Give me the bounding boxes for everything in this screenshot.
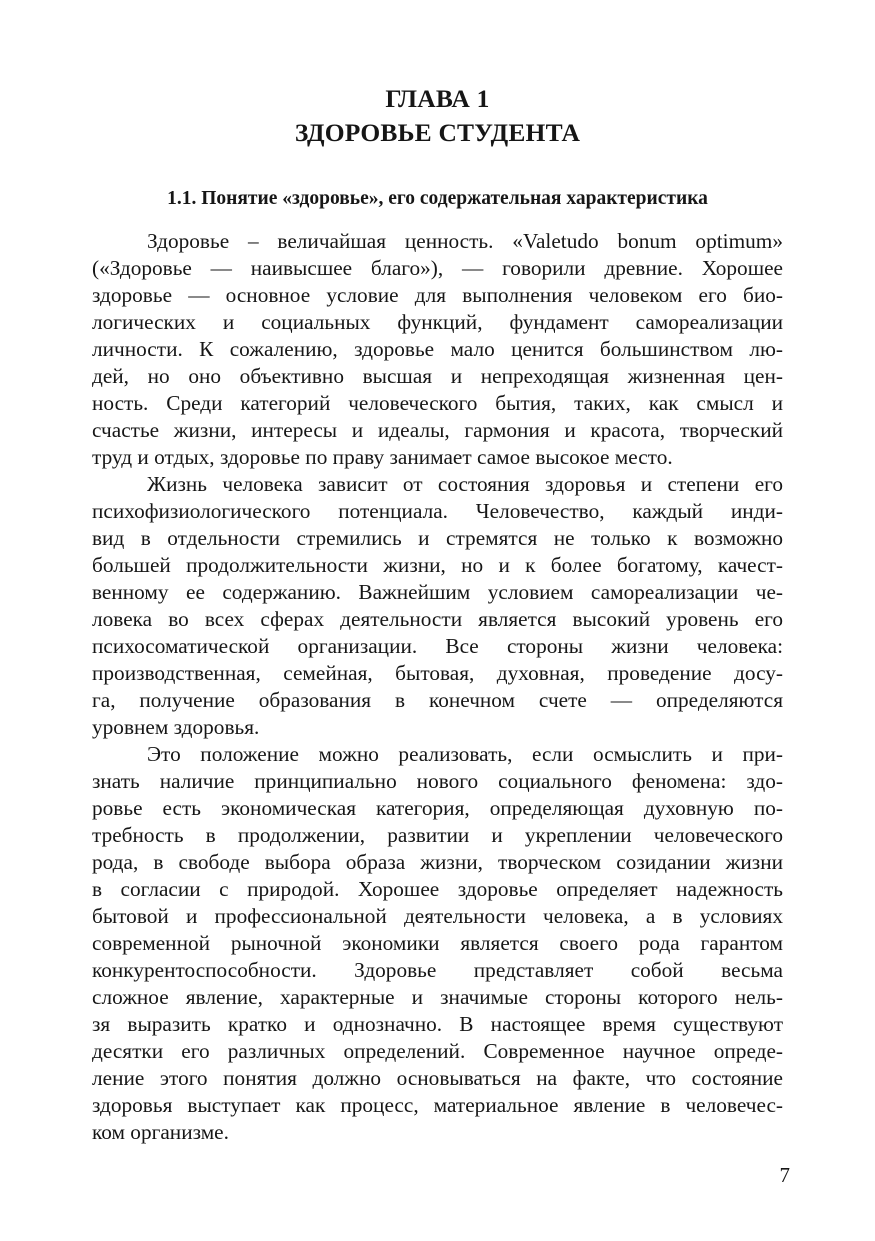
text-line: счастье жизни, интересы и идеалы, гармония и красота, творческий	[92, 418, 783, 442]
paragraph	[92, 228, 783, 471]
body-text	[92, 228, 783, 1146]
text-line: требность в продолжении, развитии и укреплении человеческого	[92, 823, 783, 847]
text-line: ность. Среди категорий человеческого бытия, таких, как смысл и	[92, 391, 783, 415]
text-line: бытовой и профессиональной деятельности человека, а в условиях	[92, 904, 783, 928]
text-line: Здоровье – величайшая ценность. «Valetudo bonum optimum»	[147, 229, 783, 253]
text-line: здоровья выступает как процесс, материальное явление в человечес-	[92, 1093, 783, 1117]
section-title: 1.1. Понятие «здоровье», его содержательная характеристика	[167, 188, 708, 209]
text-line: сложное явление, характерные и значимые стороны которого нель-	[92, 985, 783, 1009]
chapter-title: ЗДОРОВЬЕ СТУДЕНТА	[294, 118, 581, 147]
chapter-heading	[92, 82, 783, 150]
text-line: ком организме.	[92, 1120, 229, 1144]
paragraph	[92, 471, 783, 741]
text-line: логических и социальных функций, фундамент самореализации	[92, 310, 783, 334]
text-line: десятки его различных определений. Современное научное опреде-	[92, 1039, 783, 1063]
text-line: дей, но оно объективно высшая и непреходящая жизненная цен-	[92, 364, 783, 388]
text-line: вид в отдельности стремились и стремятся не только к возможно	[92, 526, 783, 550]
text-line: здоровье — основное условие для выполнения человеком его био-	[92, 283, 783, 307]
text-line: конкурентоспособности. Здоровье представляет собой весьма	[92, 958, 783, 982]
text-line: венному ее содержанию. Важнейшим условием самореализации че-	[92, 580, 783, 604]
text-line: га, получение образования в конечном счете — определяются	[92, 688, 783, 712]
text-line: Жизнь человека зависит от состояния здоровья и степени его	[147, 472, 783, 496]
page-number: 7	[779, 1163, 790, 1187]
text-line: уровнем здоровья.	[92, 715, 260, 739]
text-line: рода, в свободе выбора образа жизни, творческом созидании жизни	[92, 850, 783, 874]
chapter-label: ГЛАВА 1	[385, 84, 490, 113]
text-line: современной рыночной экономики является своего рода гарантом	[92, 931, 783, 955]
text-line: в согласии с природой. Хорошее здоровье определяет надежность	[92, 877, 783, 901]
text-line: ловека во всех сферах деятельности является высокий уровень его	[92, 607, 783, 631]
text-line: знать наличие принципиально нового социального феномена: здо-	[92, 769, 783, 793]
text-line: ление этого понятия должно основываться на факте, что состояние	[92, 1066, 783, 1090]
text-line: личности. К сожалению, здоровье мало ценится большинством лю-	[92, 337, 783, 361]
text-line: зя выразить кратко и однозначно. В настоящее время существуют	[92, 1012, 783, 1036]
text-line: ровье есть экономическая категория, определяющая духовную по-	[92, 796, 783, 820]
text-line: производственная, семейная, бытовая, духовная, проведение досу-	[92, 661, 783, 685]
text-line: («Здоровье — наивысшее благо»), — говорили древние. Хорошее	[92, 256, 783, 280]
text-line: большей продолжительности жизни, но и к более богатому, качест-	[92, 553, 783, 577]
text-line: психосоматической организации. Все стороны жизни человека:	[92, 634, 783, 658]
text-line: Это положение можно реализовать, если осмыслить и при-	[147, 742, 783, 766]
paragraph	[92, 741, 783, 1146]
text-line: психофизиологического потенциала. Человечество, каждый инди-	[92, 499, 783, 523]
text-line: труд и отдых, здоровье по праву занимает самое высокое место.	[92, 445, 673, 469]
document-page	[92, 82, 783, 1146]
